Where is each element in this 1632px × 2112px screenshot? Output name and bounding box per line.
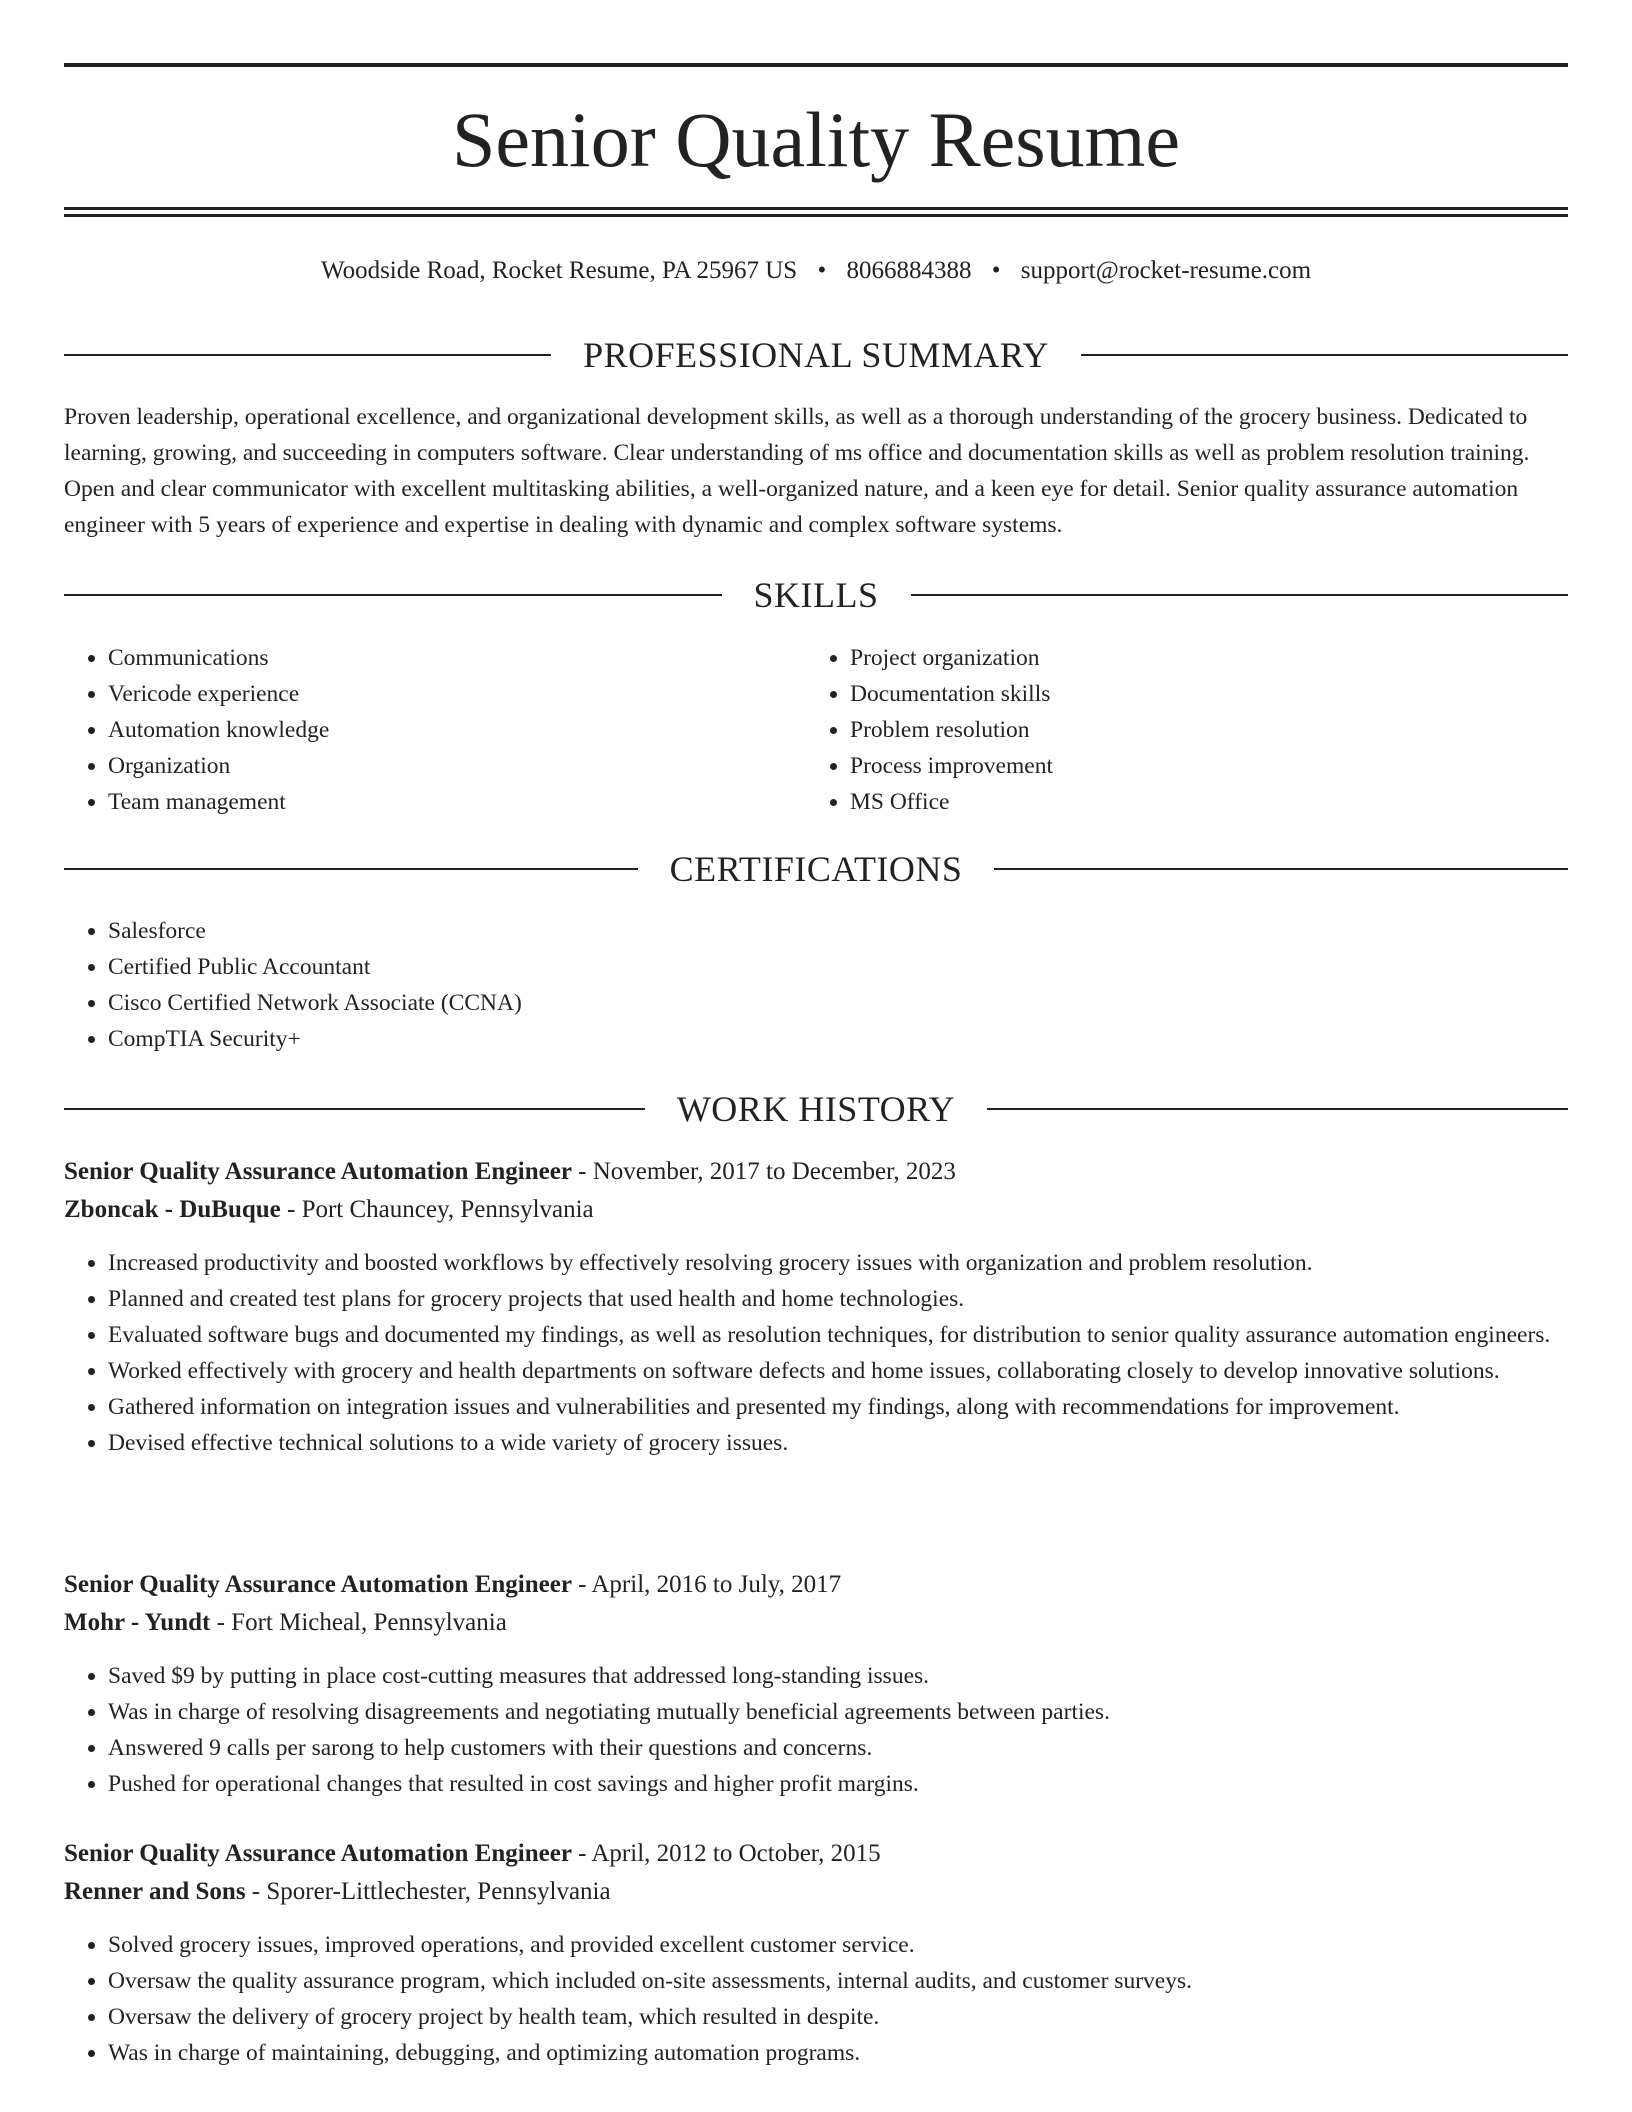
job-company-line: Renner and Sons - Sporer-Littlechester, Pennsylvania xyxy=(64,1878,611,1905)
job-title-line: Senior Quality Assurance Automation Engineer - April, 2012 to October, 2015 xyxy=(64,1840,881,1867)
job-bullet: • Was in charge of resolving disagreements and negotiating mutually beneficial agreements between parties. xyxy=(108,1694,1568,1730)
job-company-line: Zboncak - DuBuque - Port Chauncey, Pennsylvania xyxy=(64,1196,594,1223)
job-bullet: • Answered 9 calls per sarong to help customers with their questions and concerns. xyxy=(108,1730,1568,1766)
job-bullets xyxy=(64,1658,1568,1802)
section-heading-work xyxy=(64,1087,1568,1131)
job-bullets xyxy=(64,1245,1568,1461)
section-heading-skills xyxy=(64,573,1568,617)
top-rule xyxy=(64,63,1568,67)
job-company: Zboncak - DuBuque xyxy=(64,1196,281,1223)
job-company: Mohr - Yundt xyxy=(64,1609,211,1636)
heading-rule xyxy=(64,1108,645,1110)
skills-column-left xyxy=(64,640,806,820)
skills-heading: SKILLS xyxy=(753,575,879,615)
job-entry xyxy=(64,1153,1568,1461)
certification-item: • Cisco Certified Network Associate (CCNA) xyxy=(108,985,1568,1021)
heading-rule xyxy=(64,354,551,356)
contact-address: Woodside Road, Rocket Resume, PA 25967 US xyxy=(320,257,798,284)
job-dates: November, 2017 to December, 2023 xyxy=(592,1158,956,1185)
job-company-line: Mohr - Yundt - Fort Micheal, Pennsylvania xyxy=(64,1609,507,1636)
skill-item: • Vericode experience xyxy=(108,676,806,712)
contact-separator: • xyxy=(817,257,827,284)
skill-item: • Documentation skills xyxy=(850,676,1548,712)
skill-item: • Automation knowledge xyxy=(108,712,806,748)
job-dates: April, 2012 to October, 2015 xyxy=(591,1840,881,1867)
job-bullet: • Worked effectively with grocery and health departments on software defects and home issues, collaborating closely to develop innovative solutions. xyxy=(108,1353,1568,1389)
job-bullet: • Increased productivity and boosted workflows by effectively resolving grocery issues with organization and problem resolution. xyxy=(108,1245,1568,1281)
certifications-list xyxy=(64,913,1568,1057)
summary-heading: PROFESSIONAL SUMMARY xyxy=(583,335,1049,375)
job-bullet: • Was in charge of maintaining, debugging, and optimizing automation programs. xyxy=(108,2035,1568,2071)
skill-item: • MS Office xyxy=(850,784,1548,820)
contact-phone: 8066884388 xyxy=(846,257,972,284)
skill-item: • Organization xyxy=(108,748,806,784)
contact-line xyxy=(64,253,1568,289)
certification-item: • CompTIA Security+ xyxy=(108,1021,1568,1057)
heading-rule xyxy=(994,868,1568,870)
job-location: Port Chauncey, Pennsylvania xyxy=(301,1196,594,1223)
job-bullet: • Evaluated software bugs and documented my findings, as well as resolution techniques, for distribution to senior quality assurance automation engineers. xyxy=(108,1317,1568,1353)
skill-item: • Project organization xyxy=(850,640,1548,676)
heading-rule xyxy=(64,868,638,870)
skills-column-right xyxy=(806,640,1548,820)
skill-item: • Team management xyxy=(108,784,806,820)
job-bullet: • Oversaw the delivery of grocery project by health team, which resulted in despite. xyxy=(108,1999,1568,2035)
job-bullet: • Devised effective technical solutions to a wide variety of grocery issues. xyxy=(108,1425,1568,1461)
summary-text: Proven leadership, operational excellence, and organizational development skills, as well as a thorough understanding of the grocery business. Dedicated to learning, growing, and succeeding in computers software. Clear understanding of ms office and documentation skills as well as problem resolution training. Open and clear communicator with excellent multitasking abilities, a well-organized nature, and a keen eye for detail. Senior quality assurance automation engineer with 5 years of experience and expertise in dealing with dynamic and complex software systems. xyxy=(64,404,1530,538)
job-bullet: • Planned and created test plans for grocery projects that used health and home technologies. xyxy=(108,1281,1568,1317)
job-bullet: • Oversaw the quality assurance program, which included on-site assessments, internal audits, and customer surveys. xyxy=(108,1963,1568,1999)
section-heading-certifications xyxy=(64,847,1568,891)
work-heading: WORK HISTORY xyxy=(676,1089,956,1129)
job-bullet: • Saved $9 by putting in place cost-cutting measures that addressed long-standing issues. xyxy=(108,1658,1568,1694)
skill-item: • Communications xyxy=(108,640,806,676)
job-title-line: Senior Quality Assurance Automation Engineer - April, 2016 to July, 2017 xyxy=(64,1571,842,1598)
certification-item: • Salesforce xyxy=(108,913,1568,949)
job-title: Senior Quality Assurance Automation Engineer xyxy=(64,1840,572,1867)
section-heading-summary xyxy=(64,333,1568,377)
heading-rule xyxy=(64,594,722,596)
contact-email: support@rocket-resume.com xyxy=(1020,257,1312,284)
skill-item: • Process improvement xyxy=(850,748,1548,784)
job-title: Senior Quality Assurance Automation Engineer xyxy=(64,1571,572,1598)
skills-list xyxy=(64,640,1568,820)
job-bullet: • Pushed for operational changes that resulted in cost savings and higher profit margins. xyxy=(108,1766,1568,1802)
job-entry xyxy=(64,1835,1568,2071)
heading-rule xyxy=(1081,354,1568,356)
job-title-line: Senior Quality Assurance Automation Engineer - November, 2017 to December, 2023 xyxy=(64,1158,956,1185)
job-bullets xyxy=(64,1927,1568,2071)
title-double-rule xyxy=(64,207,1568,217)
job-dates: April, 2016 to July, 2017 xyxy=(591,1571,842,1598)
certification-item: • Certified Public Accountant xyxy=(108,949,1568,985)
heading-rule xyxy=(911,594,1569,596)
job-bullet: • Gathered information on integration issues and vulnerabilities and presented my findings, along with recommendations for improvement. xyxy=(108,1389,1568,1425)
heading-rule xyxy=(987,1108,1568,1110)
skill-item: • Problem resolution xyxy=(850,712,1548,748)
resume-title: Senior Quality Resume xyxy=(452,96,1180,183)
job-bullet: • Solved grocery issues, improved operations, and provided excellent customer service. xyxy=(108,1927,1568,1963)
job-location: Sporer-Littlechester, Pennsylvania xyxy=(266,1878,611,1905)
job-company: Renner and Sons xyxy=(64,1878,246,1905)
certifications-heading: CERTIFICATIONS xyxy=(669,849,963,889)
job-location: Fort Micheal, Pennsylvania xyxy=(231,1609,507,1636)
contact-separator: • xyxy=(991,257,1001,284)
job-entry xyxy=(64,1566,1568,1802)
job-title: Senior Quality Assurance Automation Engineer xyxy=(64,1158,572,1185)
